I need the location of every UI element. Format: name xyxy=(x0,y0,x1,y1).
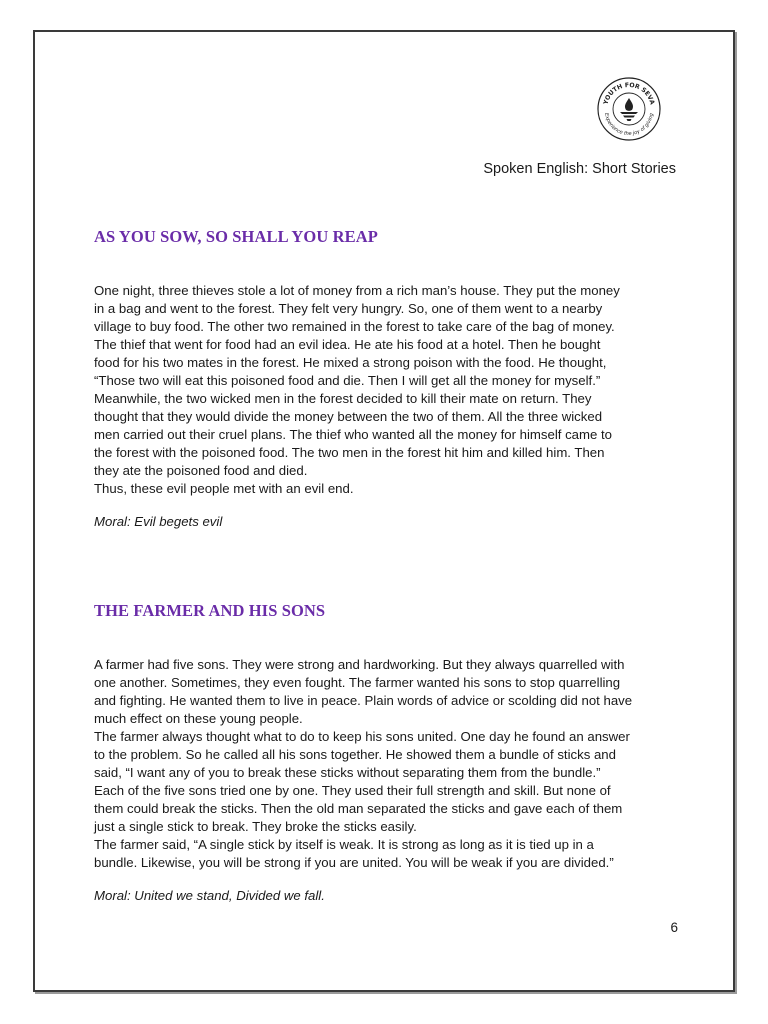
body-line: them could break the sticks. Then the old man separated the sticks and gave each of them xyxy=(94,801,623,816)
body-line: the forest with the poisoned food. The two men in the forest hit him and killed him. Then xyxy=(94,445,605,460)
body-line: bundle. Likewise, you will be strong if you are united. You will be weak if you are divided.” xyxy=(94,855,614,870)
story-moral-farmer-and-sons: Moral: United we stand, Divided we fall. xyxy=(94,888,325,903)
seal-ring-text-top: YOUTH FOR SEVA xyxy=(602,81,656,106)
body-line: they ate the poisoned food and died. xyxy=(94,463,308,478)
body-line: and fighting. He wanted them to live in peace. Plain words of advice or scolding did not have xyxy=(94,693,633,708)
body-line: Meanwhile, the two wicked men in the forest decided to kill their mate on return. They xyxy=(94,391,592,406)
seal-ring-text-bottom: Experience the joy of giving xyxy=(603,112,655,138)
body-line: A farmer had five sons. They were strong and hardworking. But they always quarrelled with xyxy=(94,657,625,672)
seal-flame-icon xyxy=(620,98,638,121)
body-line: The farmer always thought what to do to keep his sons united. One day he found an answer xyxy=(94,729,630,744)
body-line: much effect on these young people. xyxy=(94,711,303,726)
page-number: 6 xyxy=(670,920,678,935)
body-line: The farmer said, “A single stick by itself is weak. It is strong as long as it is tied up in a xyxy=(94,837,594,852)
body-line: one another. Sometimes, they even fought. The farmer wanted his sons to stop quarrelling xyxy=(94,675,621,690)
story-body-as-you-sow xyxy=(94,282,689,498)
document-header-title: Spoken English: Short Stories xyxy=(483,161,676,177)
body-line: food for his two mates in the forest. He mixed a strong poison with the food. He thought, xyxy=(94,355,607,370)
story-title-farmer-and-sons: THE FARMER AND HIS SONS xyxy=(94,601,326,620)
body-line: Thus, these evil people met with an evil end. xyxy=(94,481,354,496)
body-line: The thief that went for food had an evil idea. He ate his food at a hotel. Then he bought xyxy=(94,337,601,352)
story-body-farmer-and-sons xyxy=(94,656,689,872)
body-line: Each of the five sons tried one by one. They used their full strength and skill. But none of xyxy=(94,783,611,798)
body-line: men carried out their cruel plans. The thief who wanted all the money for himself came to xyxy=(94,427,612,442)
body-line: village to buy food. The other two remained in the forest to take care of the bag of money. xyxy=(94,319,615,334)
body-line: in a bag and went to the forest. They felt very hungry. So, one of them went to a nearby xyxy=(94,301,603,316)
story-title-as-you-sow: AS YOU SOW, SO SHALL YOU REAP xyxy=(94,227,378,246)
body-line: thought that they would divide the money between the two of them. All the three wicked xyxy=(94,409,603,424)
body-line: to the problem. So he called all his sons together. He showed them a bundle of sticks and xyxy=(94,747,616,762)
body-line: One night, three thieves stole a lot of money from a rich man’s house. They put the money xyxy=(94,283,620,298)
youth-for-seva-seal-icon xyxy=(596,76,662,142)
body-line: just a single stick to break. They broke the sticks easily. xyxy=(94,819,417,834)
body-line: “Those two will eat this poisoned food and die. Then I will get all the money for myself.” xyxy=(94,373,601,388)
body-line: said, “I want any of you to break these sticks without separating them from the bundle.” xyxy=(94,765,601,780)
story-moral-as-you-sow: Moral: Evil begets evil xyxy=(94,514,223,529)
